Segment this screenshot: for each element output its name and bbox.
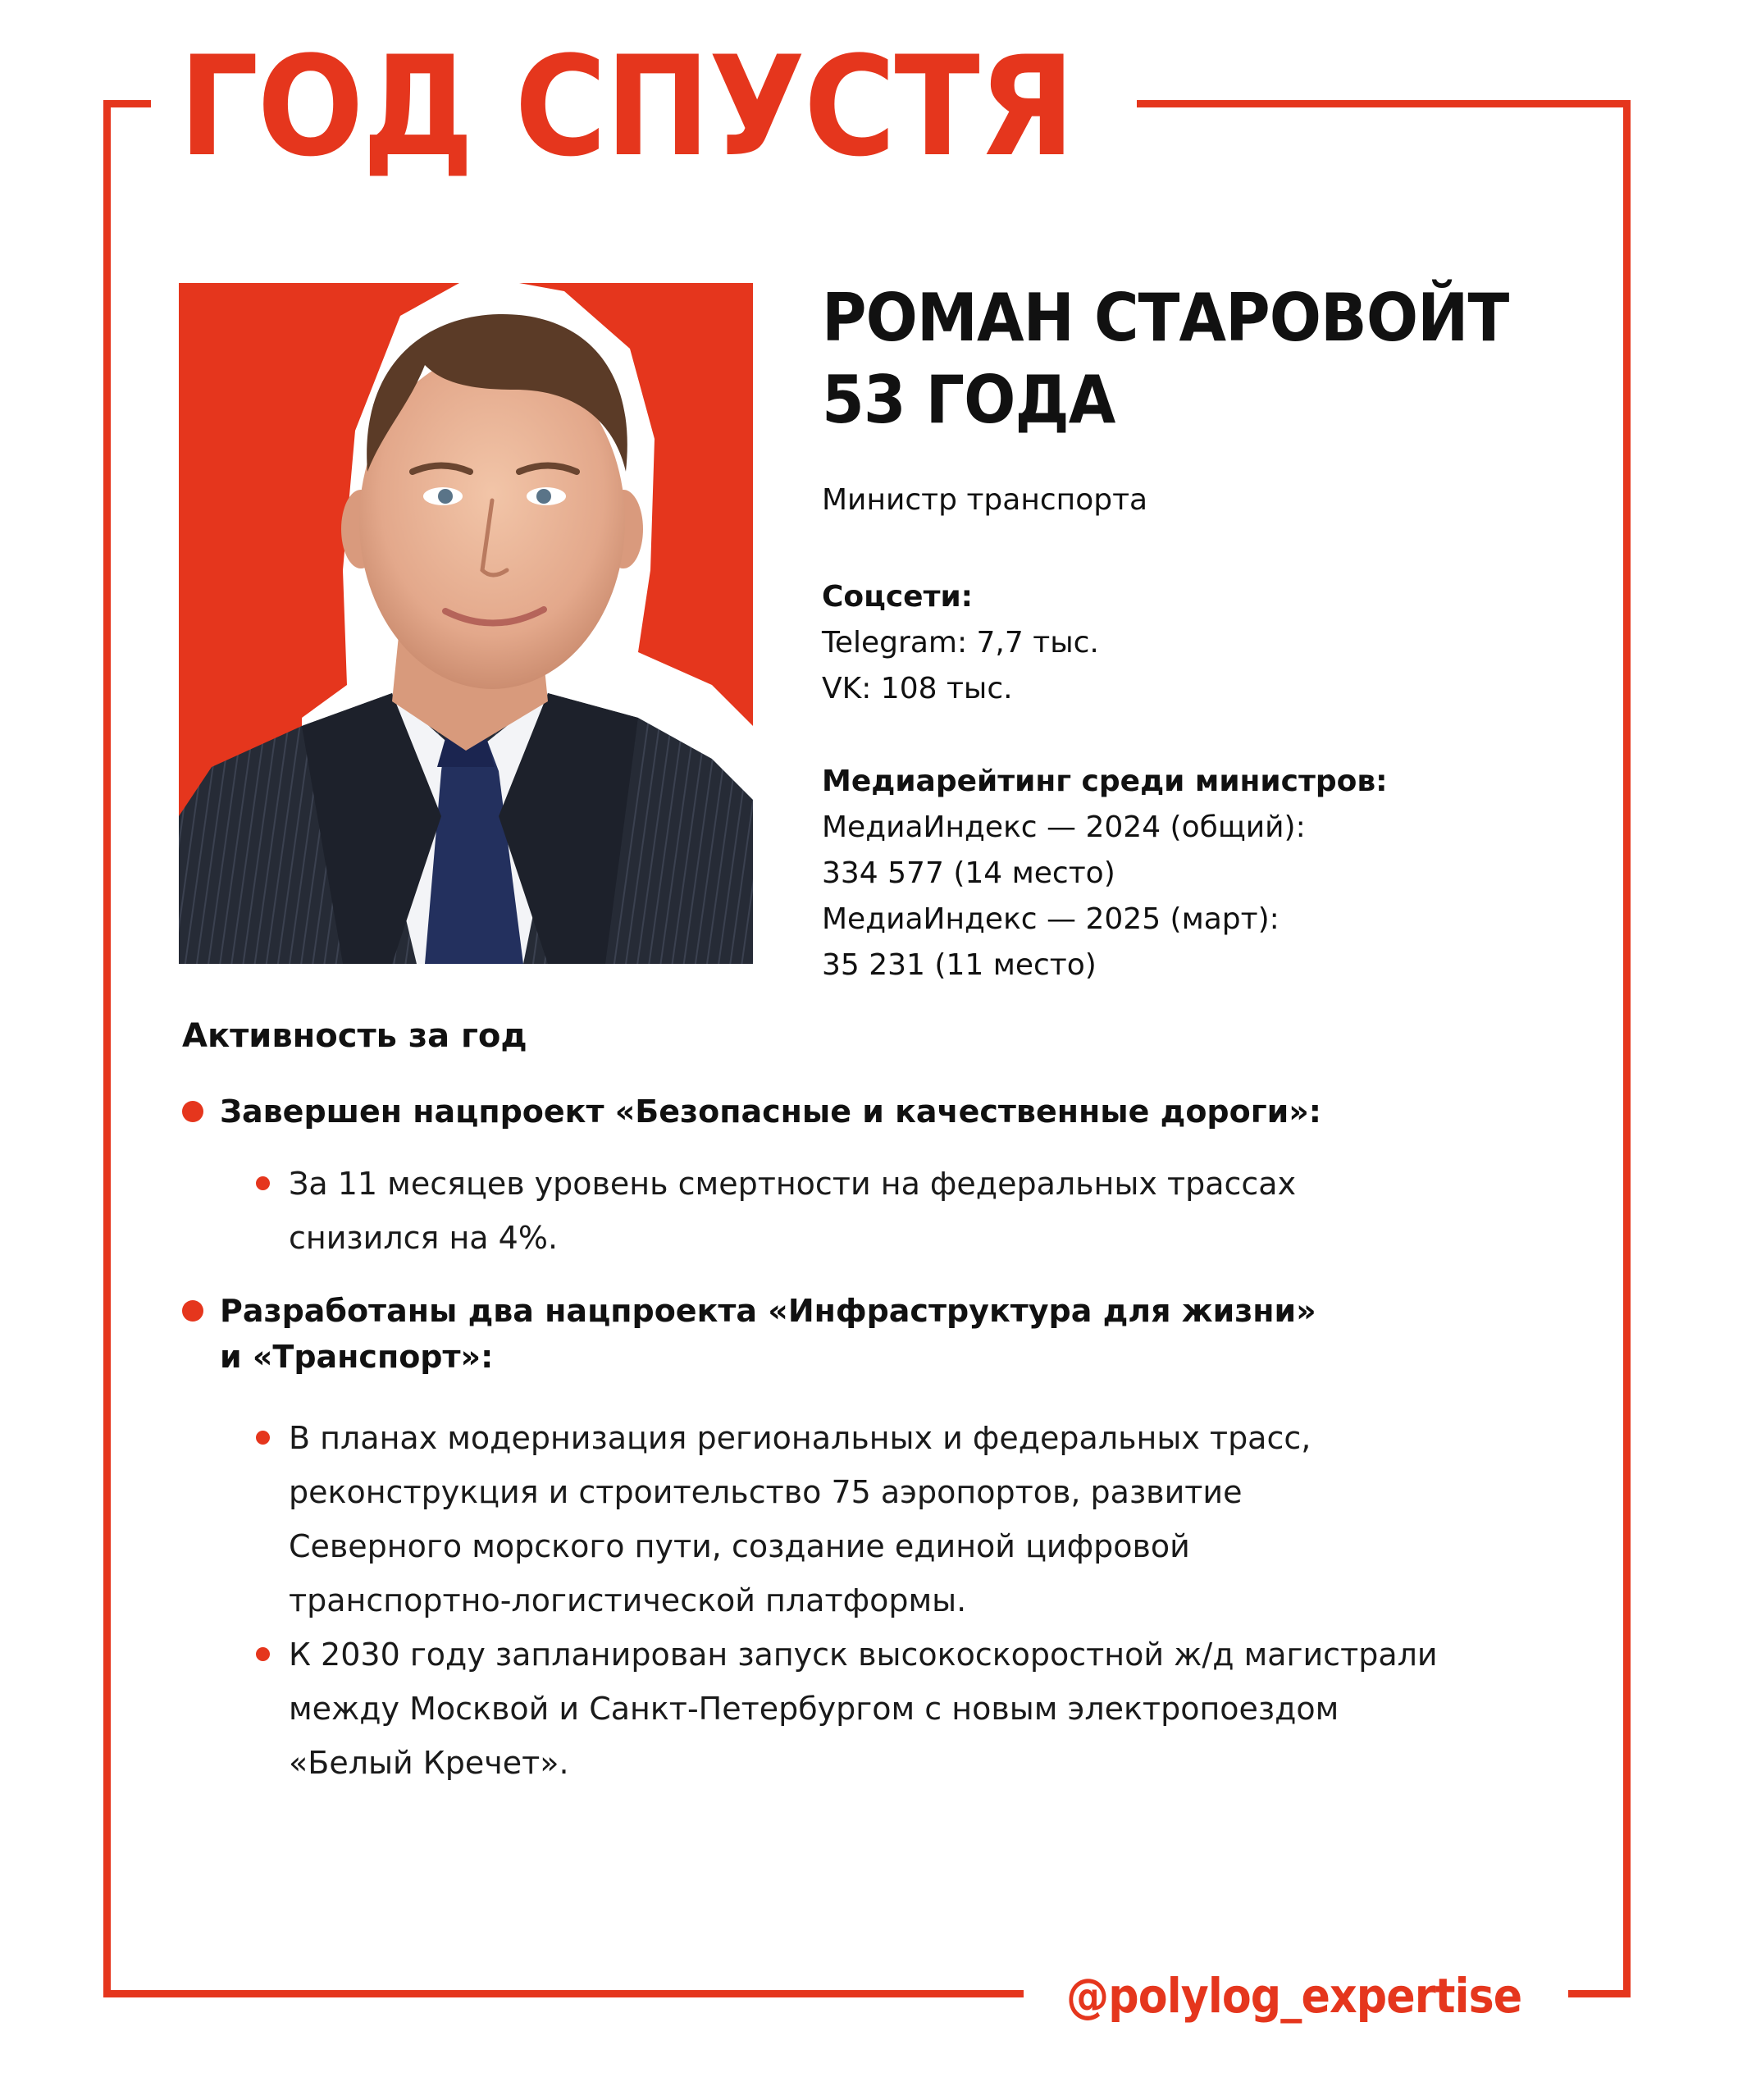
- person-age: 53 ГОДА: [822, 362, 1115, 438]
- activity-subitem-line: Северного морского пути, создание единой цифровой: [289, 1528, 1190, 1564]
- page-title: ГОД СПУСТЯ: [179, 26, 1074, 187]
- frame-bottom-border-left: [103, 1990, 1024, 1997]
- portrait-illustration: [179, 283, 753, 964]
- media-rating-line: МедиаИндекс — 2025 (март):: [822, 902, 1280, 936]
- socials-telegram: Telegram: 7,7 тыс.: [822, 626, 1099, 660]
- activity-subitem-line: реконструкция и строительство 75 аэропортов, развитие: [289, 1474, 1243, 1510]
- media-rating-block: [822, 759, 1388, 988]
- activity-item-title: и «Транспорт»:: [220, 1339, 494, 1375]
- activity-subitem-line: «Белый Кречет».: [289, 1745, 569, 1781]
- bullet-dot-icon: [182, 1101, 203, 1122]
- activity-subitem-line: К 2030 году запланирован запуск высокоскоростной ж/д магистрали: [289, 1637, 1438, 1673]
- socials-heading: Соцсети:: [822, 580, 974, 614]
- activity-heading: Активность за год: [182, 1017, 527, 1055]
- frame-right-border: [1623, 100, 1631, 1997]
- activity-item: [182, 1288, 1316, 1380]
- frame-bottom-border-right: [1568, 1990, 1631, 1997]
- activity-subitem: [256, 1157, 1296, 1265]
- activity-subitem: [256, 1411, 1311, 1628]
- activity-subitem: [256, 1628, 1438, 1790]
- activity-subitem-line: В планах модернизация региональных и федеральных трасс,: [289, 1420, 1311, 1456]
- activity-subitem-line: транспортно-логистической платформы.: [289, 1582, 967, 1618]
- socials-block: [822, 574, 1099, 712]
- activity-item: [182, 1089, 1321, 1134]
- portrait-photo: [179, 283, 753, 964]
- activity-subitem-line: снизился на 4%.: [289, 1220, 559, 1256]
- frame-top-border-left: [103, 100, 151, 107]
- activity-item-title: Завершен нацпроект «Безопасные и качественные дороги»:: [220, 1093, 1321, 1130]
- media-rating-heading: Медиарейтинг среди министров:: [822, 765, 1388, 798]
- person-name: РОМАН СТАРОВОЙТ: [822, 280, 1509, 356]
- frame-top-border-right: [1137, 100, 1631, 107]
- social-handle: @polylog_expertise: [1066, 1968, 1522, 2024]
- bullet-dot-icon: [182, 1300, 203, 1322]
- activity-subitem-line: За 11 месяцев уровень смертности на федеральных трассах: [289, 1166, 1297, 1202]
- bullet-dot-icon: [256, 1176, 270, 1190]
- activity-item-title: Разработаны два нацпроекта «Инфраструктура для жизни»: [220, 1293, 1316, 1329]
- bullet-dot-icon: [256, 1431, 270, 1445]
- socials-vk: VK: 108 тыс.: [822, 672, 1013, 705]
- person-name-block: [822, 277, 1508, 441]
- frame-left-border: [103, 100, 111, 1997]
- media-rating-line: МедиаИндекс — 2024 (общий):: [822, 810, 1306, 844]
- person-position: Министр транспорта: [822, 483, 1148, 517]
- activity-subitem-line: между Москвой и Санкт-Петербургом с новым электропоездом: [289, 1691, 1339, 1727]
- media-rating-line: 35 231 (11 место): [822, 948, 1097, 982]
- bullet-dot-icon: [256, 1647, 270, 1661]
- media-rating-line: 334 577 (14 место): [822, 856, 1115, 890]
